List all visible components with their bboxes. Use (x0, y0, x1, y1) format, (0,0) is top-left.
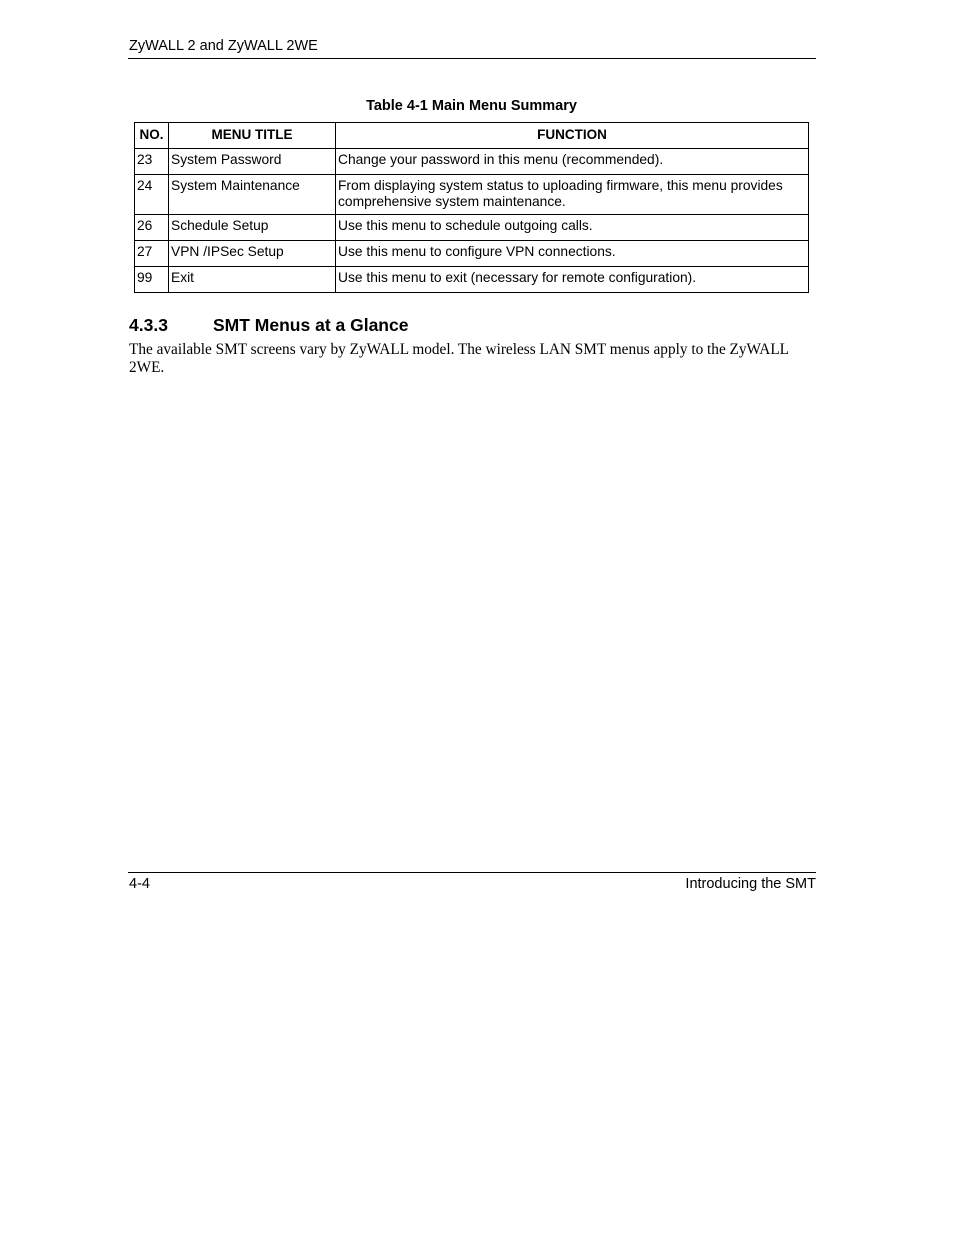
table-row (135, 215, 809, 241)
section-body-paragraph: The available SMT screens vary by ZyWALL model. The wireless LAN SMT menus apply to the ZyWALL 2WE. (129, 341, 789, 376)
column-header-function: FUNCTION (336, 123, 809, 149)
cell-no: 23 (135, 149, 169, 175)
chapter-title: Introducing the SMT (685, 876, 816, 892)
table-row (135, 175, 809, 215)
page-footer (128, 872, 816, 895)
section-title: SMT Menus at a Glance (213, 315, 409, 335)
table-header-row (135, 123, 809, 149)
table-caption: Table 4-1 Main Menu Summary (366, 98, 577, 114)
cell-menu-title: Exit (169, 267, 336, 293)
cell-menu-title: Schedule Setup (169, 215, 336, 241)
cell-no: 26 (135, 215, 169, 241)
page-header (128, 36, 816, 59)
cell-function: Use this menu to configure VPN connections. (336, 241, 809, 267)
table-row (135, 241, 809, 267)
section-heading (129, 315, 408, 336)
cell-menu-title: VPN /IPSec Setup (169, 241, 336, 267)
cell-no: 27 (135, 241, 169, 267)
cell-function: Change your password in this menu (recommended). (336, 149, 809, 175)
cell-no: 24 (135, 175, 169, 215)
cell-menu-title: System Maintenance (169, 175, 336, 215)
column-header-no: NO. (135, 123, 169, 149)
cell-function: Use this menu to exit (necessary for remote configuration). (336, 267, 809, 293)
section-number: 4.3.3 (129, 315, 168, 335)
running-title: ZyWALL 2 and ZyWALL 2WE (129, 38, 318, 54)
main-menu-summary-table (134, 122, 809, 293)
column-header-menu-title: MENU TITLE (169, 123, 336, 149)
cell-function: Use this menu to schedule outgoing calls. (336, 215, 809, 241)
table-row (135, 149, 809, 175)
cell-menu-title: System Password (169, 149, 336, 175)
cell-no: 99 (135, 267, 169, 293)
cell-function: From displaying system status to uploading firmware, this menu provides comprehensive system maintenance. (336, 175, 809, 215)
table-row (135, 267, 809, 293)
page-number: 4-4 (129, 876, 150, 892)
